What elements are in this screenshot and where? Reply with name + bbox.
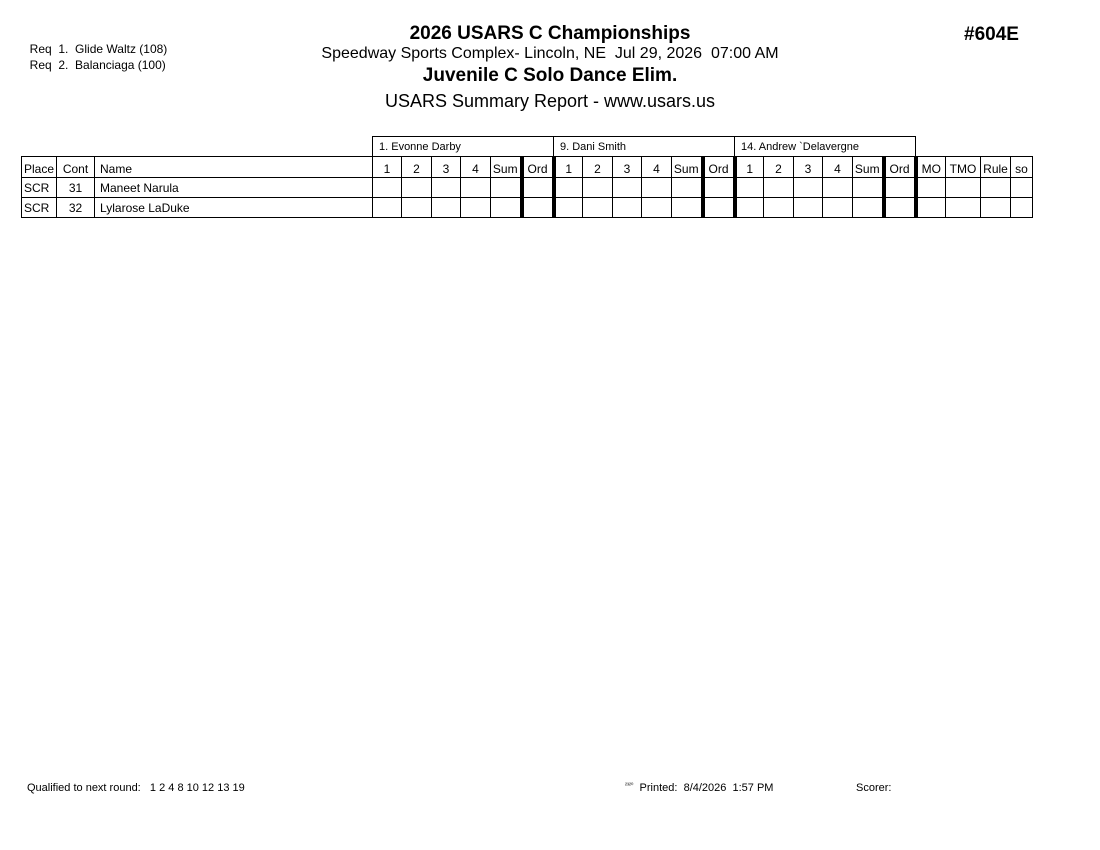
j1-col-sum: Sum: [491, 157, 522, 178]
report-title: USARS Summary Report - www.usars.us: [384, 91, 716, 111]
col-tmo: TMO: [946, 157, 981, 178]
version-mark: ²³²⁰: [625, 783, 634, 789]
col-cont: Cont: [57, 157, 95, 178]
event-code: #604E: [964, 24, 1019, 45]
table-row: [22, 178, 1033, 198]
j2-col-3: 3: [613, 157, 642, 178]
j1-col-ord: Ord: [522, 157, 554, 178]
j3-col-sum: Sum: [853, 157, 884, 178]
judge-2-name: 9. Dani Smith: [554, 137, 735, 157]
score-table: [21, 136, 1033, 218]
row-name: Maneet Narula: [95, 178, 373, 198]
col-place: Place: [22, 157, 57, 178]
competition-title: 2026 USARS C Championships: [409, 23, 691, 44]
col-mo: MO: [916, 157, 946, 178]
col-rule: Rule: [981, 157, 1011, 178]
j1-col-2: 2: [402, 157, 432, 178]
j2-col-ord: Ord: [703, 157, 735, 178]
j3-col-2: 2: [764, 157, 794, 178]
row-place: SCR: [22, 178, 57, 198]
j3-col-4: 4: [823, 157, 853, 178]
j3-col-ord: Ord: [884, 157, 916, 178]
printed-label: Printed:: [639, 782, 678, 794]
requirement-1-value: Glide Waltz (108): [75, 42, 168, 56]
j2-col-2: 2: [583, 157, 613, 178]
judges-row: [22, 137, 1033, 157]
j3-col-3: 3: [794, 157, 823, 178]
j1-col-1: 1: [373, 157, 402, 178]
scorer-label: Scorer:: [856, 782, 892, 794]
col-so: so: [1011, 157, 1033, 178]
event-title: Juvenile C Solo Dance Elim.: [422, 65, 678, 86]
j2-col-1: 1: [554, 157, 583, 178]
j1-col-4: 4: [461, 157, 491, 178]
table-row: [22, 198, 1033, 218]
requirement-2-label: Req 2.: [29, 58, 69, 72]
column-header-row: [22, 157, 1033, 178]
row-cont: 31: [57, 178, 95, 198]
j2-col-4: 4: [642, 157, 672, 178]
j2-col-sum: Sum: [672, 157, 703, 178]
col-name: Name: [95, 157, 373, 178]
j1-col-3: 3: [432, 157, 461, 178]
qualified-line: [27, 782, 245, 794]
requirement-2-value: Balanciaga (100): [75, 58, 166, 72]
row-place: SCR: [22, 198, 57, 218]
printed-line: [625, 782, 773, 794]
judge-3-name: 14. Andrew `Delavergne: [735, 137, 916, 157]
qualified-values: 1 2 4 8 10 12 13 19: [149, 782, 245, 794]
qualified-label: Qualified to next round:: [27, 782, 141, 794]
row-name: Lylarose LaDuke: [95, 198, 373, 218]
requirement-1-label: Req 1.: [29, 42, 69, 56]
printed-value: 8/4/2026 1:57 PM: [683, 782, 774, 794]
venue-line: Speedway Sports Complex- Lincoln, NE Jul 29, 2026 07:00 AM: [321, 45, 779, 62]
judge-1-name: 1. Evonne Darby: [373, 137, 554, 157]
row-cont: 32: [57, 198, 95, 218]
j3-col-1: 1: [735, 157, 764, 178]
